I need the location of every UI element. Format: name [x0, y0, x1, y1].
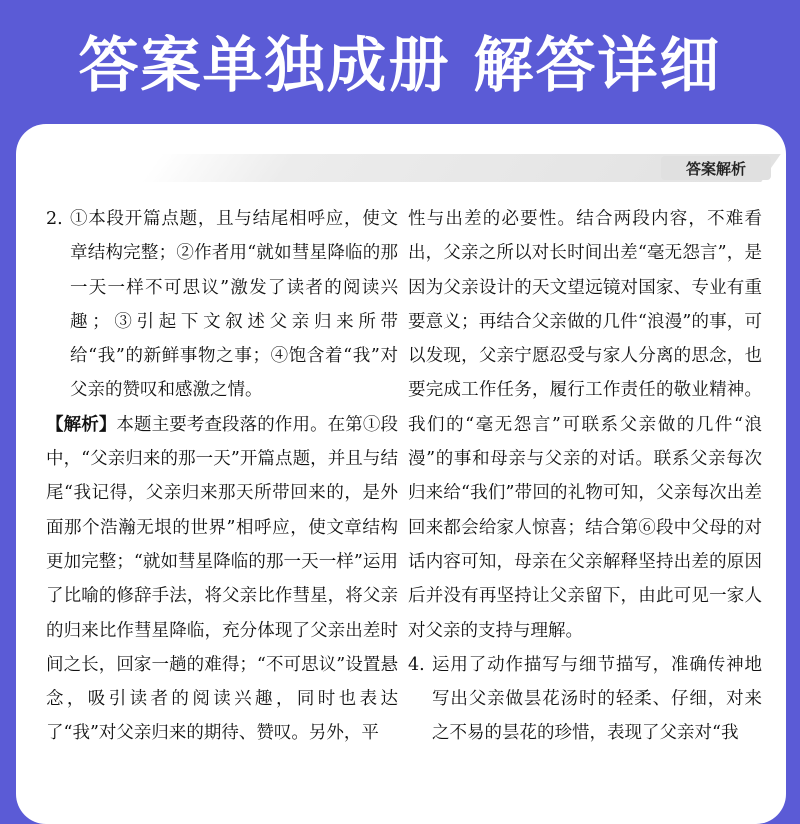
- answer-page: [16, 124, 786, 824]
- section-tag: 答案解析: [661, 156, 771, 180]
- right-column: [408, 202, 762, 751]
- left-column: [46, 202, 398, 751]
- banner-title: 答案单独成册 解答详细: [78, 31, 722, 101]
- item-number: 4.: [408, 654, 425, 675]
- analysis-continuation: 性与出差的必要性。结合两段内容，不难看出，父亲之所以对长时间出差“毫无怨言”，是因为父亲设计的天文望远镜对国家、专业有重要意义；再结合父亲做的几件“浪漫”的事，可以发现，父亲宁愿忍受与家人分离的思念，也要完成工作任务，履行工作责任的敬业精神。我们的“毫无怨言”可联系父亲做的几件“浪漫”的事和母亲与父亲的对话。联系父亲每次归来给“我们”带回的礼物可知，父亲每次出差回来都会给家人惊喜；结合第⑥段中父母的对话内容可知，母亲在父亲解释坚持出差的原因后并没有再坚持让父亲留下，由此可见一家人对父亲的支持与理解。: [408, 209, 762, 641]
- header-banner: [0, 0, 800, 122]
- answer-item-2: [46, 202, 398, 408]
- item-number: 2.: [46, 209, 63, 229]
- answer-text: 运用了动作描写与细节描写，准确传神地写出父亲做昙花汤时的轻柔、仔细，对来之不易的昙花的珍惜，表现了父亲对“我: [432, 654, 762, 744]
- analysis-text: 本题主要考查段落的作用。在第①段中，“父亲归来的那一天”开篇点题，并且与结尾“我记得，父亲归来那天所带回来的，是外面那个浩瀚无垠的世界”相呼应，使文章结构更加完整；“就如彗星降临的那一天一样”运用了比喻的修辞手法，将父亲比作彗星，将父亲的归来比作彗星降临，充分体现了父亲出差时间之长，回家一趟的难得；“不可思议”设置悬念，吸引读者的阅读兴趣，同时也表达了“我”对父亲归来的期待、赞叹。另外，平: [46, 414, 398, 744]
- analysis-label: 【解析】: [46, 414, 117, 435]
- answer-item-4: [408, 648, 762, 751]
- analysis-paragraph: [46, 408, 398, 751]
- answer-text: ①本段开篇点题，且与结尾相呼应，使文章结构完整；②作者用“就如彗星降临的那一天一样不可思议”激发了读者的阅读兴趣；③引起下文叙述父亲归来所带给“我”的新鲜事物之事；④饱含着“我”对父亲的赞叹和感激之情。: [70, 209, 398, 401]
